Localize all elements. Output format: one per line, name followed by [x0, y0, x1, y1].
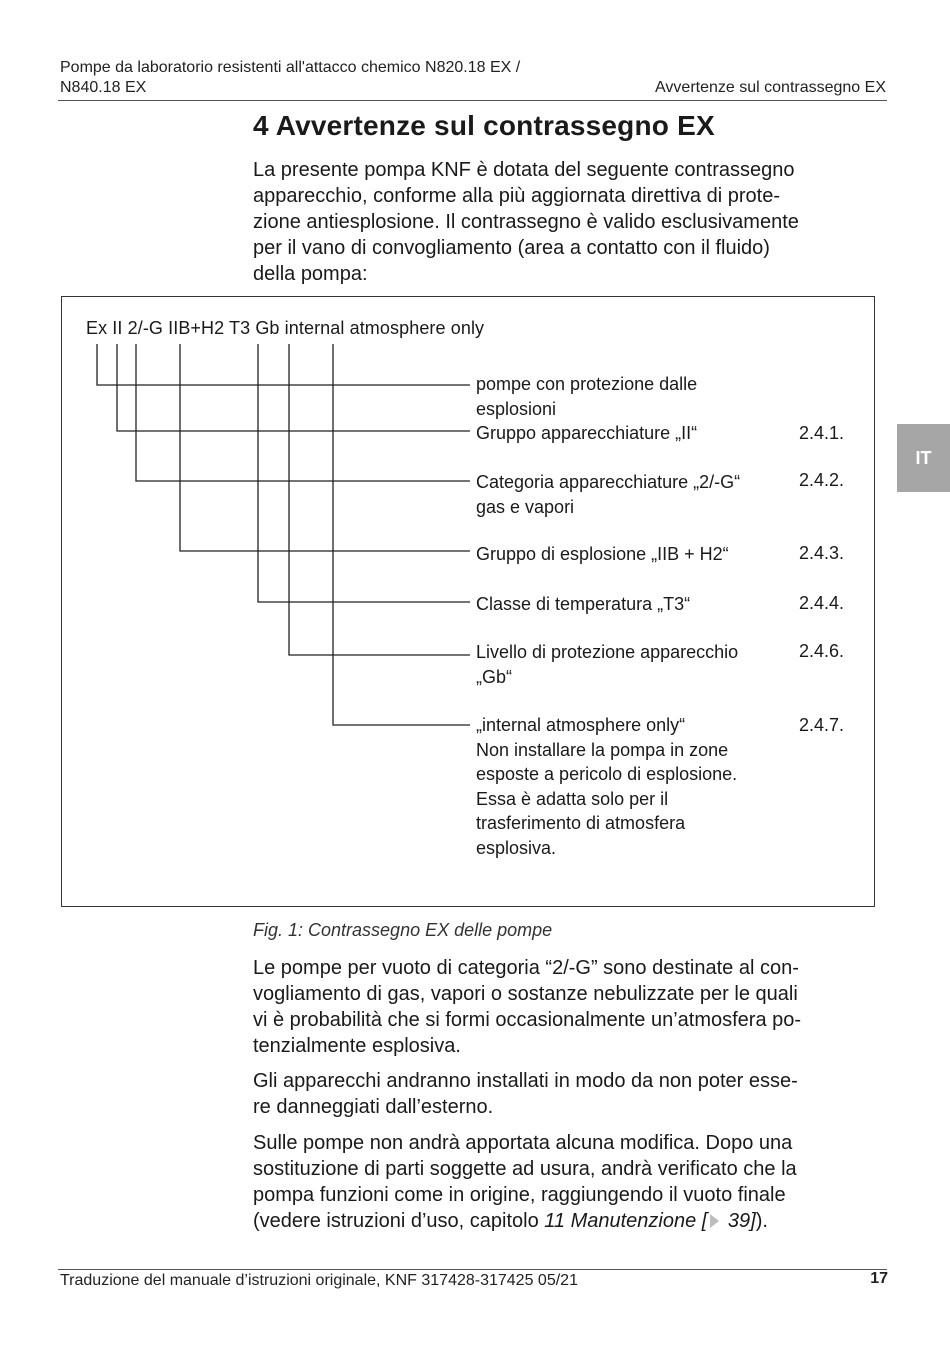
ref-explosion-group: 2.4.3.: [799, 543, 845, 563]
connector-explosion-group: [180, 344, 470, 551]
connector-internal-atmosphere: [333, 344, 470, 725]
ref-equipment-group: 2.4.1.: [799, 423, 845, 443]
language-tab-it[interactable]: IT: [897, 424, 950, 492]
page-number: 17: [870, 1270, 888, 1287]
footer-divider: [58, 1269, 887, 1270]
header-doc-title-line1: Pompe da laboratorio resistenti all'attacco chemico N820.18 EX /: [60, 59, 521, 76]
text-line: Sulle pompe non andrà apportata alcuna modifica. Dopo una: [253, 1132, 793, 1154]
label-temperature-class: Classe di temperatura „T3“: [476, 594, 691, 614]
label-protection-level: Livello di protezione apparecchio „Gb“: [476, 642, 739, 687]
label-explosion-protection: pompe con protezione dalle esplosioni: [476, 374, 698, 419]
text-line: zione antiesplosione. Il contrassegno è valido esclusivamente: [253, 211, 799, 233]
connector-temperature-class: [258, 344, 470, 602]
page-arrow-icon: [710, 1214, 719, 1228]
label-internal-atmosphere: „internal atmosphere only“ Non installare la pompa in zone esposte a pericolo di esplosione. Essa è adatta solo per il trasferimento di atmosfera esplosiva.: [476, 715, 738, 858]
paragraph-installation: [253, 1068, 878, 1120]
text-line: vi è probabilità che si formi occasionalmente un’atmosfera po-: [253, 1009, 802, 1031]
paragraph-modifications: [253, 1130, 878, 1234]
section-title: 4 Avvertenze sul contrassegno EX: [253, 110, 715, 141]
ref-internal-atmosphere: 2.4.7.: [799, 715, 845, 735]
ref-protection-level: 2.4.6.: [799, 641, 845, 661]
text-line: Gli apparecchi andranno installati in modo da non poter esse-: [253, 1070, 798, 1092]
chapter-link-maintenance[interactable]: 11 Manutenzione [ 39]: [544, 1210, 756, 1232]
text-line-with-link: (vedere istruzioni d’uso, capitolo 11 Manutenzione [ 39]).: [253, 1210, 768, 1232]
text-line: per il vano di convogliamento (area a contatto con il fluido): [253, 237, 770, 259]
label-equipment-group: Gruppo apparecchiature „II“: [476, 423, 698, 443]
paragraph-category: [253, 955, 878, 1059]
ex-marking-string: Ex II 2/-G IIB+H2 T3 Gb internal atmosphere only: [86, 318, 485, 338]
connector-category: [136, 344, 470, 481]
ref-temperature-class: 2.4.4.: [799, 593, 845, 613]
text-line: della pompa:: [253, 263, 368, 285]
connector-ex: [97, 344, 470, 385]
connector-protection-level: [289, 344, 470, 655]
label-explosion-group: Gruppo di esplosione „IIB + H2“: [476, 544, 729, 564]
figure-caption: Fig. 1: Contrassegno EX delle pompe: [253, 920, 553, 940]
ref-equipment-category: 2.4.2.: [799, 470, 845, 490]
text-line: sostituzione di parti soggette ad usura, andrà verificato che la: [253, 1158, 797, 1180]
connector-group: [117, 344, 470, 431]
label-equipment-category: Categoria apparecchiature „2/-G“ gas e vapori: [476, 472, 741, 517]
text-line: La presente pompa KNF è dotata del seguente contrassegno: [253, 159, 795, 181]
text-line: re danneggiati dall’esterno.: [253, 1096, 494, 1118]
text-line: vogliamento di gas, vapori o sostanze nebulizzate per le quali: [253, 983, 798, 1005]
footer-text: Traduzione del manuale d’istruzioni originale, KNF 317428-317425 05/21: [60, 1272, 578, 1289]
text-line: apparecchio, conforme alla più aggiornata direttiva di prote-: [253, 185, 780, 207]
header-doc-title-line2: N840.18 EX: [60, 79, 147, 96]
text-line: Le pompe per vuoto di categoria “2/-G” sono destinate al con-: [253, 957, 799, 979]
text-line: pompa funzioni come in origine, raggiungendo il vuoto finale: [253, 1184, 786, 1206]
text-line: tenzialmente esplosiva.: [253, 1035, 461, 1057]
header-section-name: Avvertenze sul contrassegno EX: [655, 79, 886, 96]
